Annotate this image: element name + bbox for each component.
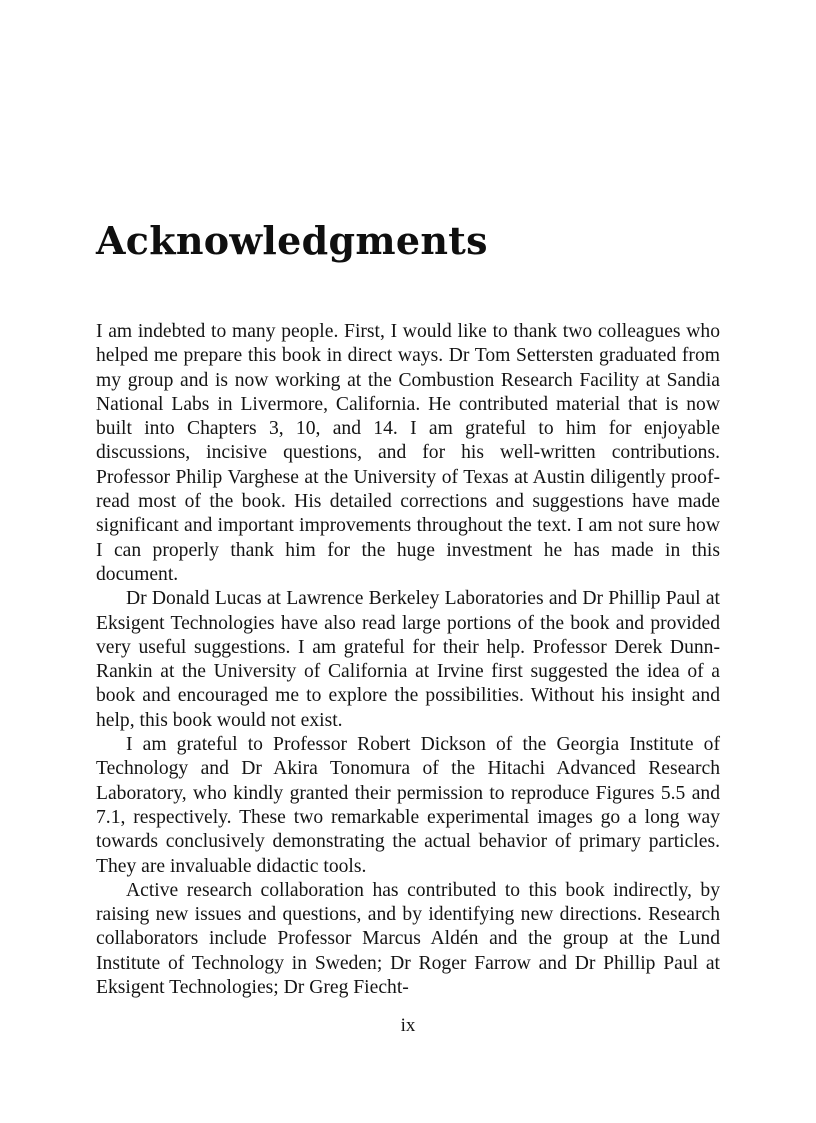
page-number: ix: [400, 1015, 416, 1036]
paragraph-1: I am indebted to many people. First, I would like to thank two colleagues who helped me prepare this book in direct ways. Dr Tom Settersten graduated from my group and is now working at the Combustion Research Facility at Sandia National Labs in Livermore, California. He contributed material that is now built into Chapters 3, 10, and 14. I am grateful to him for enjoyable discussions, incisive questions, and for his well-written contributions. Professor Philip Varghese at the University of Texas at Austin diligently proof-read most of the book. His detailed corrections and suggestions have made significant and important improvements throughout the text. I am not sure how I can properly thank him for the huge investment he has made in this document.: [96, 321, 720, 585]
chapter-title: Acknowledgments: [96, 218, 488, 263]
body-text: [96, 320, 720, 1000]
paragraph-4: Active research collaboration has contributed to this book indirectly, by raising new issues and questions, and by identifying new directions. Research collaborators include Professor Marcus Aldén and the group at the Lund Institute of Technology in Sweden; Dr Roger Farrow and Dr Phillip Paul at Eksigent Technologies; Dr Greg Fiecht-: [96, 879, 720, 999]
paragraph-3: I am grateful to Professor Robert Dickson of the Georgia Institute of Technology and Dr Akira Tonomura of the Hitachi Advanced Research Laboratory, who kindly granted their permission to reproduce Figures 5.5 and 7.1, respectively. These two remarkable experimental images go a long way towards conclusively demonstrating the actual behavior of primary particles. They are invaluable didactic tools.: [96, 734, 720, 877]
paragraph-2: Dr Donald Lucas at Lawrence Berkeley Laboratories and Dr Phillip Paul at Eksigent Technologies have also read large portions of the book and provided very useful suggestions. I am grateful for their help. Professor Derek Dunn-Rankin at the University of California at Irvine first suggested the idea of a book and encouraged me to explore the possibilities. Without his insight and help, this book would not exist.: [96, 588, 720, 731]
